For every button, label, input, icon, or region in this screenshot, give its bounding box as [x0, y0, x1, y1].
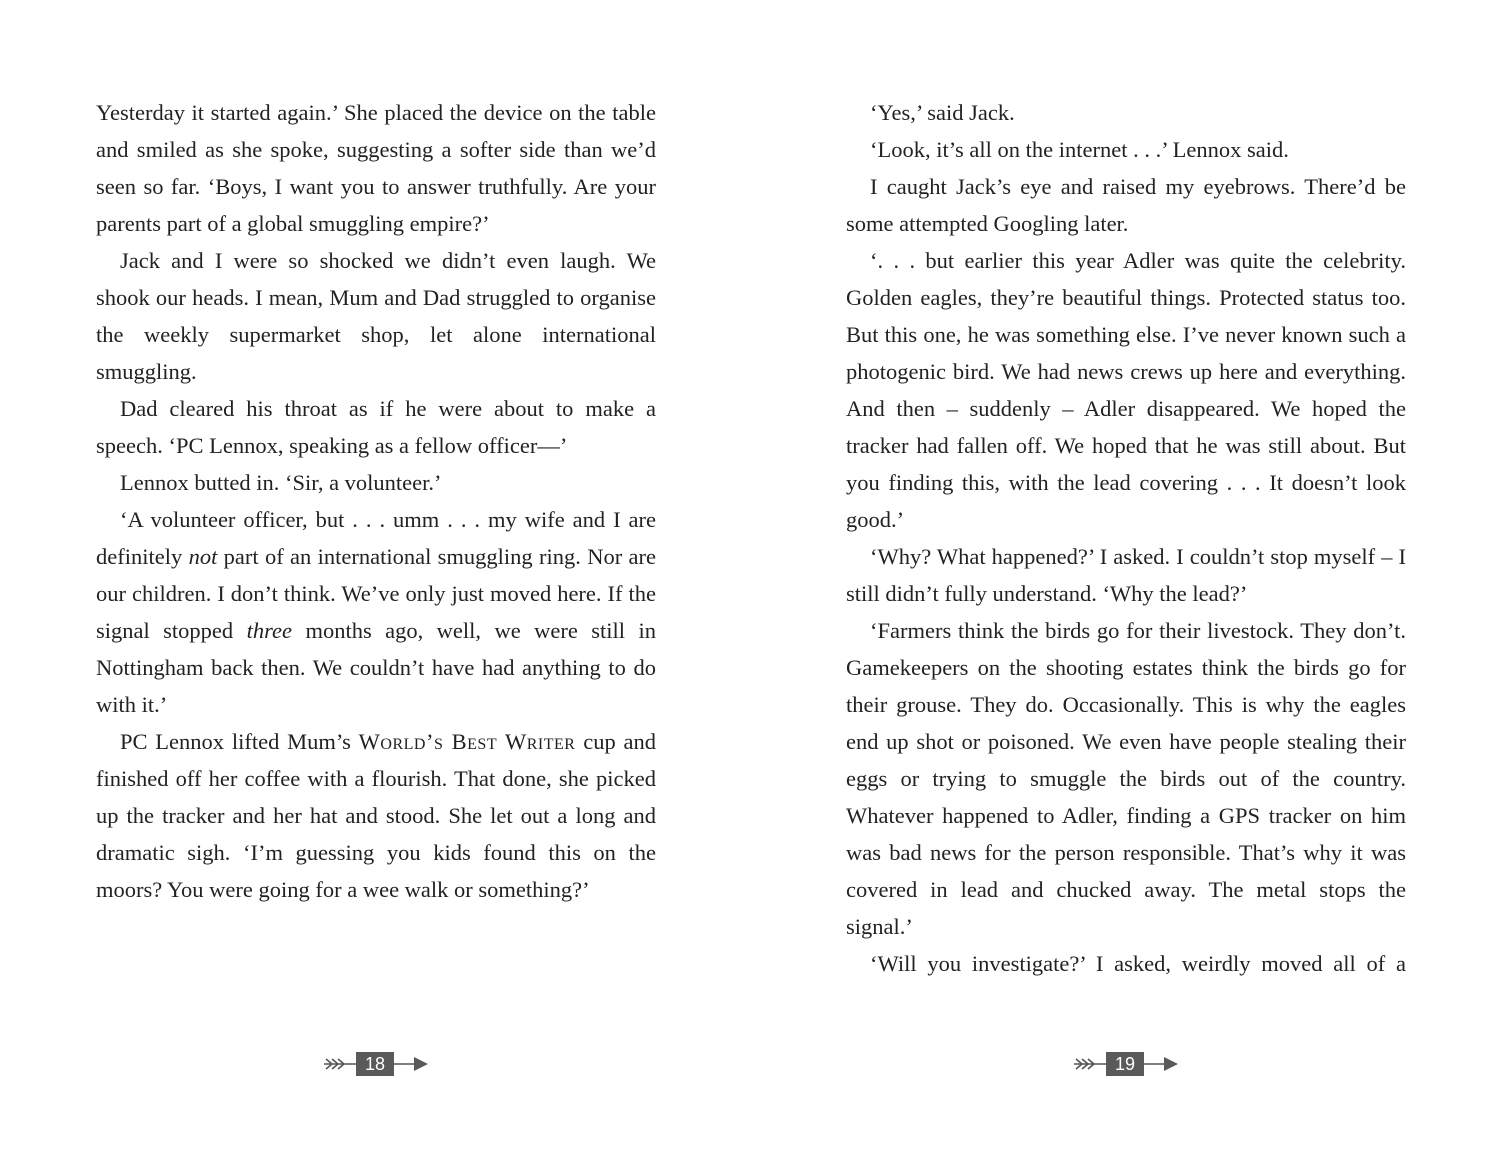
text-run: PC Lennox lifted Mum’s: [120, 729, 359, 754]
left-page-text: [96, 94, 656, 908]
right-page-text: [846, 94, 1406, 982]
text-run: months ago, well, we were still in Nottingham back then. We couldn’t have had anything to do with it.’: [96, 618, 656, 717]
paragraph: I caught Jack’s eye and raised my eyebrows. There’d be some attempted Googling later.: [846, 174, 1406, 236]
paragraph: ‘Will you investigate?’ I asked, weirdly moved all of a: [870, 951, 1406, 976]
page-number-ornament: [1072, 1051, 1180, 1077]
paragraph: Dad cleared his throat as if he were about to make a speech. ‘PC Lennox, speaking as a fellow officer—’: [96, 396, 656, 458]
paragraph: Yesterday it started again.’ She placed the device on the table and smiled as she spoke, suggesting a softer side than we’d seen so far. ‘Boys, I want you to answer truthfully. Are your parents part of a global smuggling empire?’: [96, 100, 656, 236]
text-run: ‘A volunteer officer, but . . . umm . . . my wife and I are definitely: [96, 507, 656, 569]
paragraph: ‘Yes,’ said Jack.: [870, 100, 1015, 125]
paragraph: ‘Look, it’s all on the internet . . .’ Lennox said.: [870, 137, 1289, 162]
paragraph: ‘. . . but earlier this year Adler was quite the celebrity. Golden eagles, they’re beautiful things. Protected status too. But this one, he was something else. I’ve never known such a photogenic bird. We had news crews up here and everything. And then – suddenly – Adler disappeared. We hoped the tracker had fallen off. We hoped that he was still about. But you finding this, with the lead covering . . . It doesn’t look good.’: [846, 248, 1406, 532]
emphasis: not: [188, 544, 218, 569]
page-number-ornament: [322, 1051, 430, 1077]
paragraph: ‘Farmers think the birds go for their livestock. They don’t. Gamekeepers on the shooting estates think the birds go for their grouse. They do. Occasionally. This is why the eagles end up shot or poisoned. We even have people stealing their eggs or trying to smuggle the birds out of the country. Whatever happened to Adler, finding a GPS tracker on him was bad news for the person responsible. That’s why it was covered in lead and chucked away. The metal stops the signal.’: [846, 618, 1406, 939]
paragraph: Jack and I were so shocked we didn’t even laugh. We shook our heads. I mean, Mum and Dad struggled to organise the weekly supermarket shop, let alone international smuggling.: [96, 248, 656, 384]
small-caps-text: World’s Best Writer: [358, 729, 576, 754]
page-number: 18: [364, 1054, 386, 1074]
paragraph: [96, 501, 656, 723]
text-run: cup and finished off her coffee with a flourish. That done, she picked up the tracker and her hat and stood. She let out a long and dramatic sigh. ‘I’m guessing you kids found this on the moors? You were going for a wee walk or something?’: [96, 729, 657, 902]
paragraph: ‘Why? What happened?’ I asked. I couldn’t stop myself – I still didn’t fully understand. ‘Why the lead?’: [846, 544, 1406, 606]
paragraph: Lennox butted in. ‘Sir, a volunteer.’: [120, 470, 442, 495]
paragraph: [96, 723, 656, 908]
text-run: part of an international smuggling ring. Nor are our children. I don’t think. We’ve only just moved here. If the signal stopped: [96, 544, 656, 643]
page-number: 19: [1114, 1054, 1136, 1074]
emphasis: three: [246, 618, 293, 643]
